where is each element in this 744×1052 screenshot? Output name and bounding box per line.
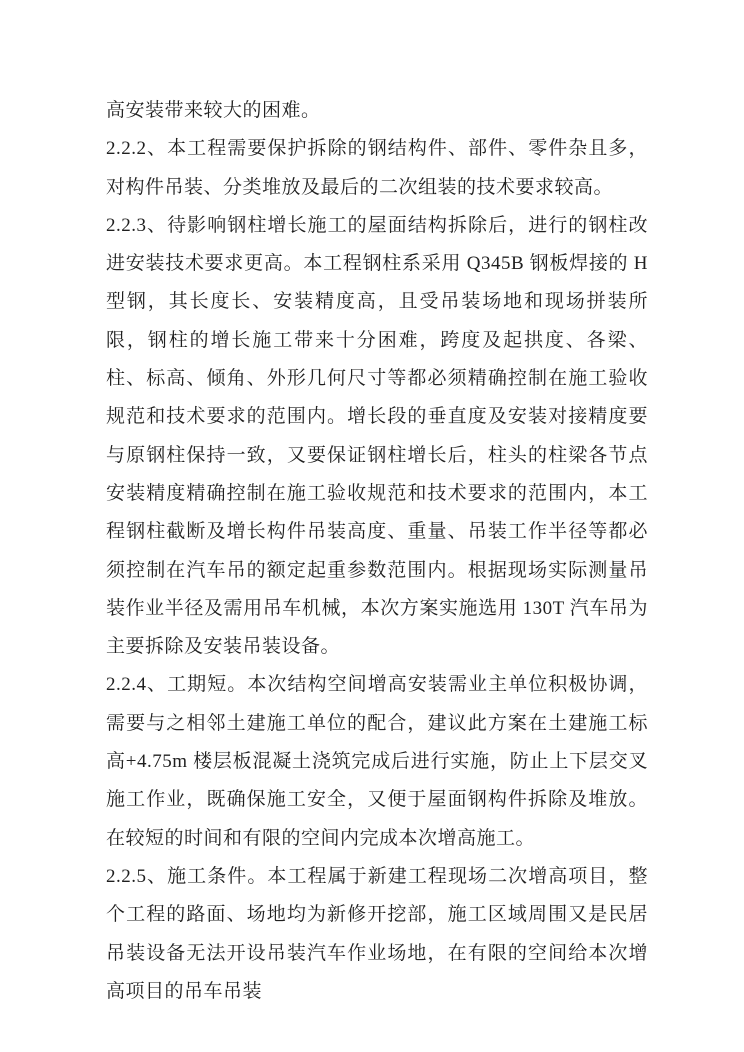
paragraph-2-2-4: 2.2.4、工期短。本次结构空间增高安装需业主单位积极协调，需要与之相邻土建施工单位的配合，建议此方案在土建施工标高+4.75m 楼层板混凝土浇筑完成后进行实施，防止上下层交叉施工作业，既确保施工安全，又便于屋面钢构件拆除及堆放。在较短的时间和有限的空间内完成本次增高施工。 (106, 674, 648, 849)
paragraph-2-2-3: 2.2.3、待影响钢柱增长施工的屋面结构拆除后，进行的钢柱改进安装技术要求更高。本工程钢柱系采用 Q345B 钢板焊接的 H 型钢，其长度长、安装精度高，且受吊装场地和现场拼装所限，钢柱的增长施工带来十分困难，跨度及起拱度、各梁、柱、标高、倾角、外形几何尺寸等都必须精确控制在施工验收规范和技术要求的范围内。增长段的垂直度及安装对接精度要与原钢柱保持一致，又要保证钢柱增长后，柱头的柱梁各节点安装精度精确控制在施工验收规范和技术要求的范围内，本工程钢柱截断及增长构件吊装高度、重量、吊装工作半径等都必须控制在汽车吊的额定起重参数范围内。根据现场实际测量吊装作业半径及需用吊车机械，本次方案实施选用 130T 汽车吊为主要拆除及安装吊装设备。 (106, 214, 648, 658)
paragraph-continuation: 高安装带来较大的困难。 (106, 100, 321, 121)
paragraph-2-2-5: 2.2.5、施工条件。本工程属于新建工程现场二次增高项目，整个工程的路面、场地均为新修开挖部，施工区域周围又是民居吊装设备无法开设吊装汽车作业场地，在有限的空间给本次增高项目的吊车吊装 (106, 865, 648, 1002)
paragraph-2-2-2: 2.2.2、本工程需要保护拆除的钢结构件、部件、零件杂且多，对构件吊装、分类堆放及最后的二次组装的技术要求较高。 (106, 138, 648, 198)
document-text-block (106, 92, 648, 1011)
